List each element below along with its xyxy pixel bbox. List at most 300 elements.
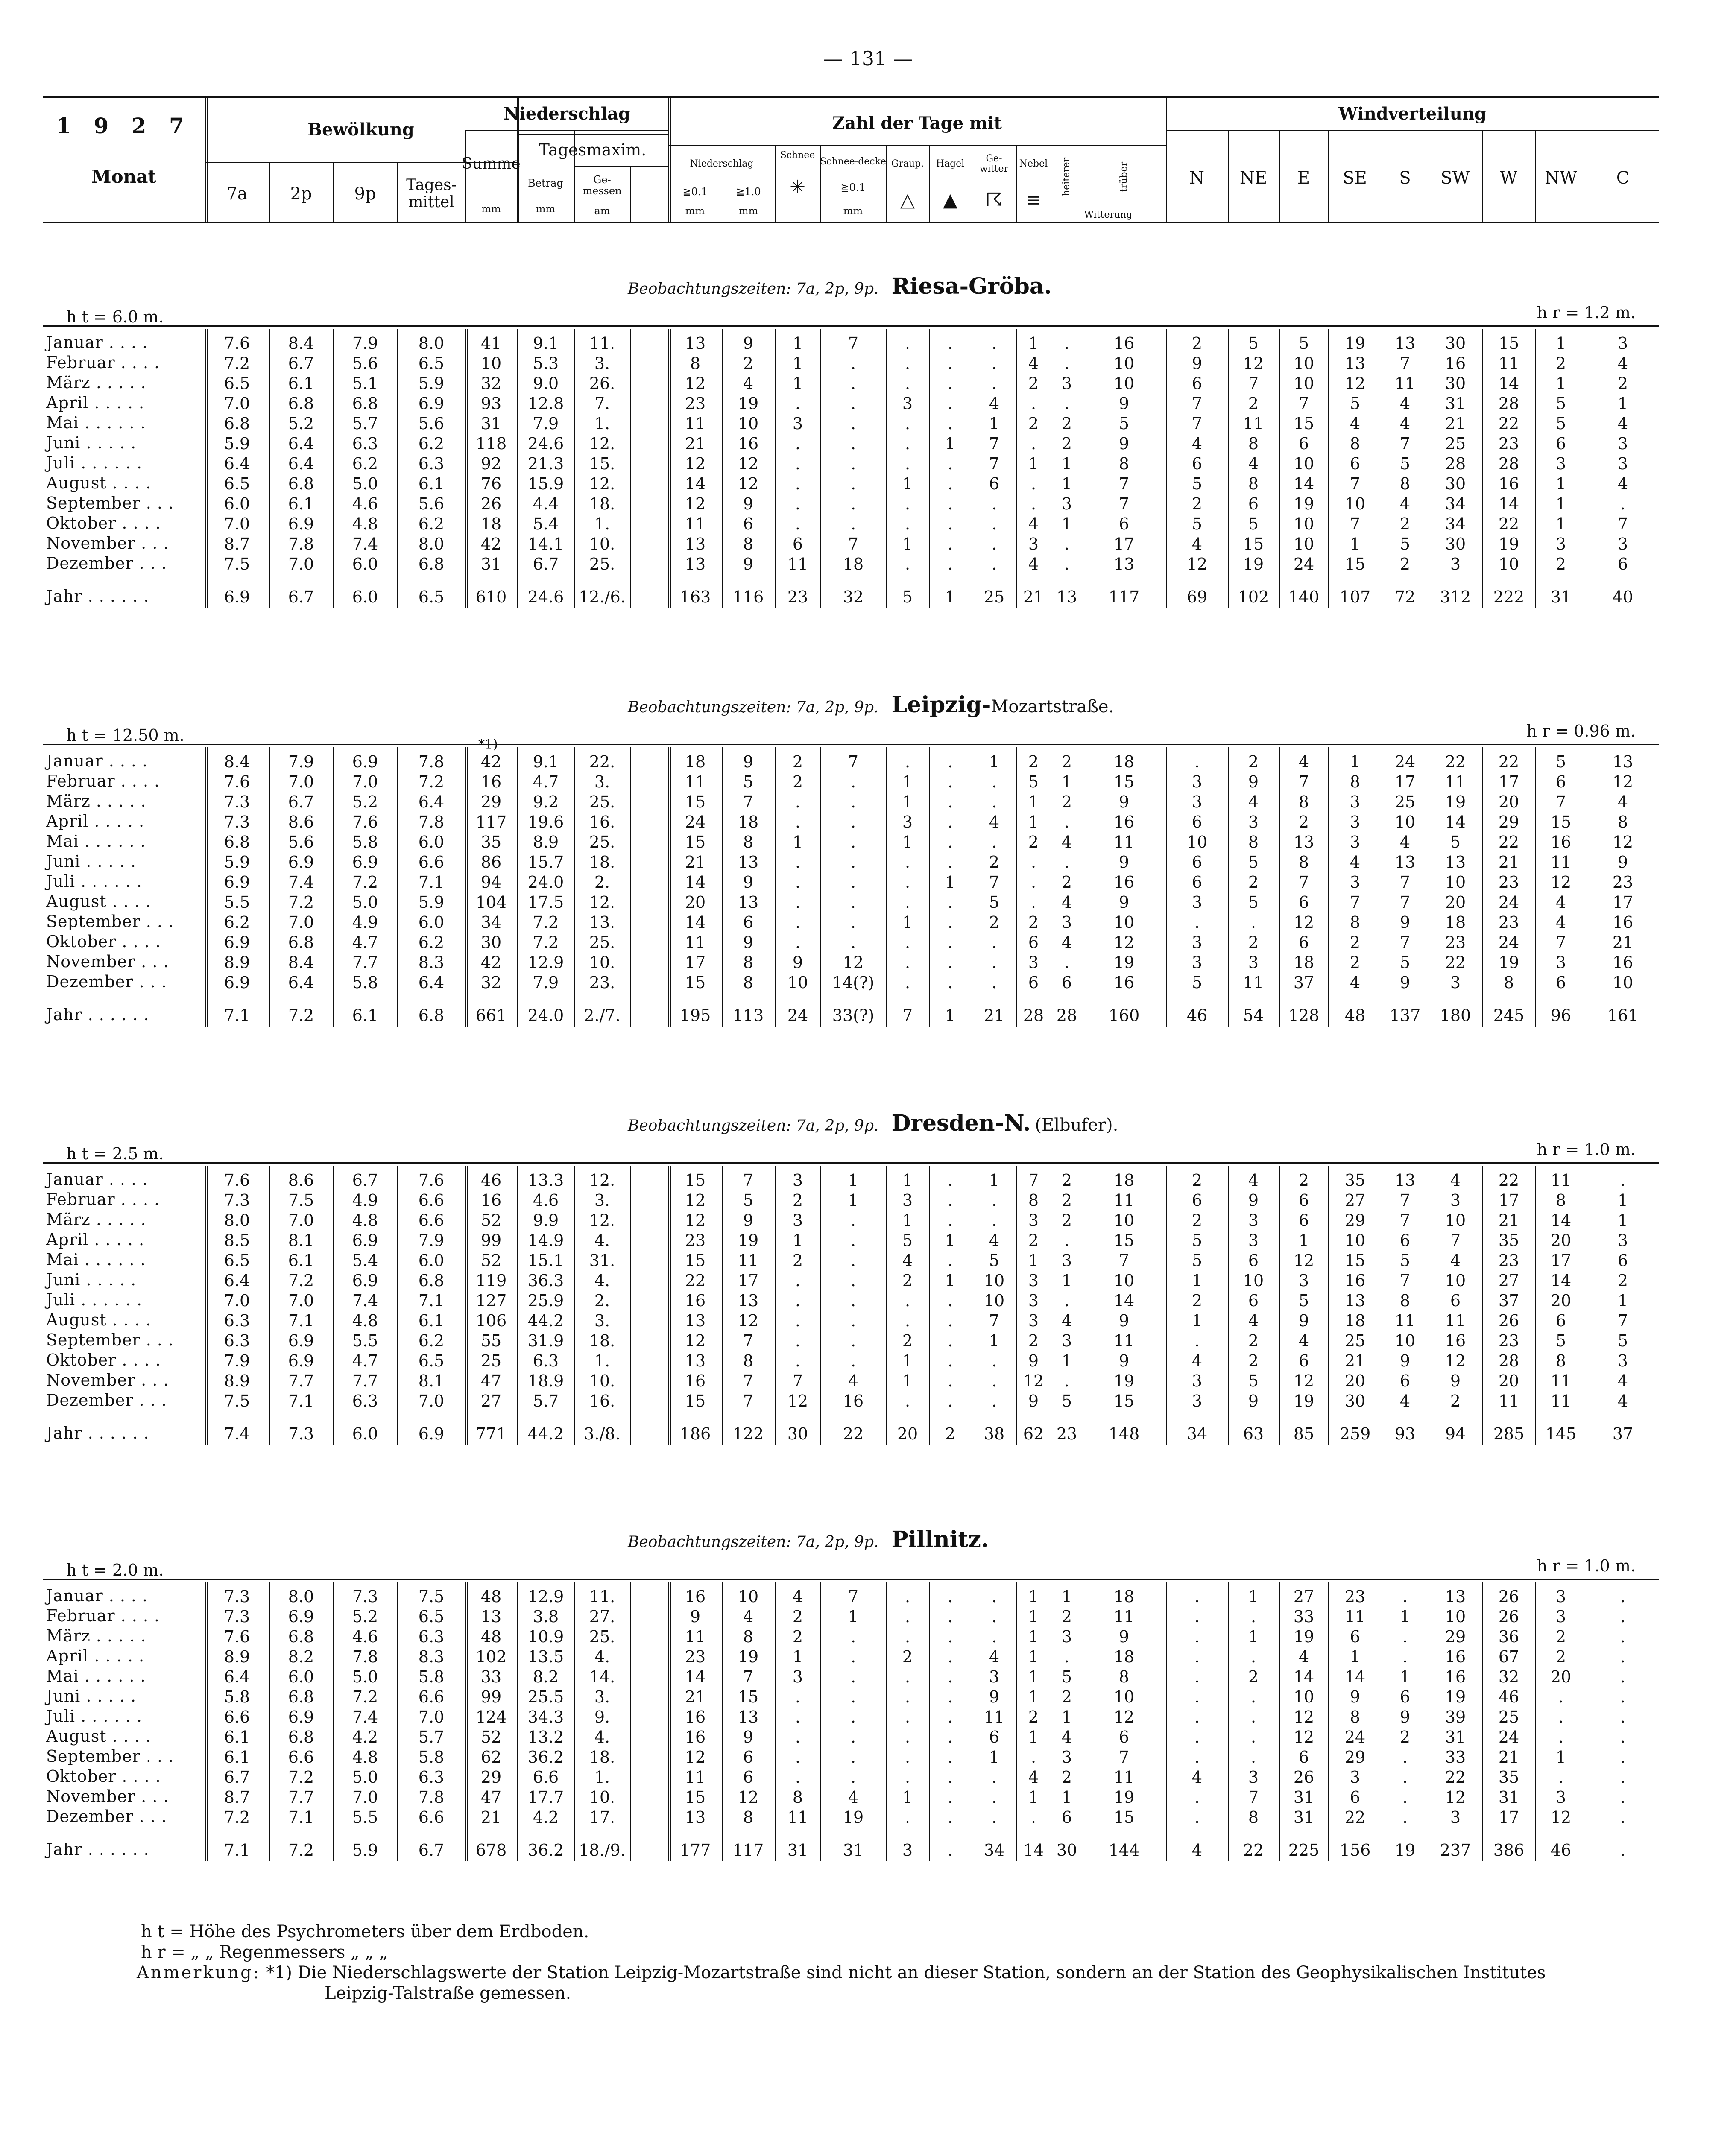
table-cell: 8 [1118, 1667, 1130, 1686]
table-cell: 3 [1555, 454, 1566, 473]
table-cell: 9 [1191, 354, 1203, 373]
table-cell: 33 [480, 1667, 502, 1686]
table-cell: 9 [1399, 1351, 1411, 1370]
table-cell: 22 [1498, 752, 1519, 771]
table-cell: 11 [984, 1708, 1005, 1726]
table-cell: 4 [1399, 1392, 1411, 1410]
table-cell: . [1250, 1647, 1256, 1666]
month-label: April . . . . . [46, 393, 145, 412]
table-cell: 1 [1248, 1627, 1259, 1646]
table-cell: 52 [480, 1251, 502, 1270]
table-cell: 22. [589, 752, 615, 771]
table-row [43, 912, 1659, 933]
table-cell: 16 [1113, 813, 1135, 831]
table-row [43, 1290, 1659, 1311]
table-cell: 16 [1445, 1647, 1466, 1666]
table-cell: 6.4 [288, 454, 314, 473]
table-cell: 1 [1061, 515, 1072, 533]
table-cell: 7.7 [288, 1372, 314, 1390]
table-cell: . [850, 494, 856, 513]
table-cell: 9 [743, 555, 754, 573]
table-cell: 42 [480, 535, 502, 553]
table-cell: 8.6 [288, 813, 314, 831]
obs-times: Beobachtungszeiten: 7a, 2p, 9p. [628, 280, 879, 298]
table-cell: . [947, 535, 953, 553]
table-cell: 62 [480, 1748, 502, 1766]
table-cell: 2 [1061, 1688, 1072, 1706]
table-cell: . [947, 1311, 953, 1330]
table-cell: 7 [1617, 515, 1628, 533]
table-cell: 24.0 [527, 1006, 564, 1025]
table-cell: 1 [902, 1372, 913, 1390]
station-title [628, 692, 1114, 718]
table-cell: 2 [1248, 1331, 1259, 1350]
month-label: November . . . [46, 952, 169, 971]
table-cell: 27 [1344, 1191, 1366, 1210]
table-cell: 6 [1248, 1291, 1259, 1310]
table-cell: 24 [1293, 555, 1314, 573]
table-cell: 3. [594, 354, 610, 373]
table-cell: 3 [1350, 1768, 1361, 1787]
table-cell: . [947, 933, 953, 952]
table-cell: 160 [1108, 1006, 1140, 1025]
table-cell: 9 [1118, 434, 1130, 453]
table-cell: 2 [1399, 1728, 1411, 1746]
table-cell: 1 [1061, 1587, 1072, 1606]
table-cell: 31 [1445, 1728, 1466, 1746]
table-cell: 16 [1445, 354, 1466, 373]
table-cell: 17 [685, 953, 706, 972]
table-cell: 10 [1498, 555, 1519, 573]
table-cell: 6.9 [288, 1708, 314, 1726]
table-cell: 7 [1399, 933, 1411, 952]
table-cell: 9.2 [533, 793, 559, 811]
table-cell: 15 [685, 793, 706, 811]
table-cell: 17.7 [527, 1788, 564, 1807]
table-cell: 5 [1399, 535, 1411, 553]
table-cell: 1 [1028, 1688, 1039, 1706]
table-cell: 12 [843, 953, 864, 972]
table-cell: . [1194, 1587, 1200, 1606]
table-cell: 23 [1056, 1424, 1077, 1443]
table-cell: 24 [1344, 1728, 1366, 1746]
table-cell: 7 [902, 1006, 913, 1025]
table-cell: 225 [1288, 1841, 1320, 1860]
table-cell: 93 [480, 394, 502, 413]
table-cell: 8.7 [224, 1788, 250, 1807]
table-cell: 10 [984, 1271, 1005, 1290]
table-cell: 6.5 [418, 354, 445, 373]
table-cell: 5.7 [533, 1392, 559, 1410]
table-cell: 4 [989, 1647, 1000, 1666]
table-cell: 6.3 [352, 434, 378, 453]
table-cell: 5 [1028, 772, 1039, 791]
table-cell: 29 [480, 793, 502, 811]
table-cell: 140 [1288, 588, 1320, 606]
table-cell: 19 [1293, 494, 1314, 513]
table-cell: 21.3 [527, 454, 564, 473]
table-cell: 5.2 [288, 414, 314, 433]
table-cell: . [1402, 1768, 1408, 1787]
niederschlag-label: Niederschlag [504, 103, 630, 124]
table-cell: 4 [1399, 833, 1411, 851]
table-cell: 4 [1191, 1768, 1203, 1787]
table-cell: 113 [732, 1006, 764, 1025]
table-cell: . [850, 1211, 856, 1230]
table-cell: 7.1 [288, 1311, 314, 1330]
table-cell: . [1030, 1808, 1036, 1827]
table-cell: 10 [1113, 374, 1135, 393]
table-cell: 11 [1394, 1311, 1416, 1330]
col-7a: 7a [226, 184, 248, 204]
table-cell: 7 [1399, 1271, 1411, 1290]
table-cell: 9.0 [533, 374, 559, 393]
table-cell: . [947, 1728, 953, 1746]
table-cell: 1 [792, 1647, 803, 1666]
table-cell: 6 [1191, 813, 1203, 831]
obs-times: Beobachtungszeiten: 7a, 2p, 9p. [628, 699, 879, 716]
table-cell: 34 [984, 1841, 1005, 1860]
table-cell: 6.9 [224, 933, 250, 952]
col-gewitter: Ge-witter [979, 153, 1009, 174]
table-cell: 6 [1298, 893, 1309, 912]
table-cell: 7.3 [224, 1191, 250, 1210]
table-cell: . [947, 555, 953, 573]
table-cell: 25.9 [527, 1291, 564, 1310]
table-cell: 4.7 [533, 772, 559, 791]
table-cell: 37 [1498, 1291, 1519, 1310]
note-hr: h r = „ „ Regenmessers „ „ „ [141, 1942, 388, 1962]
table-cell: . [905, 1392, 910, 1410]
table-cell: 7 [1399, 873, 1411, 892]
table-cell: . [905, 853, 910, 872]
table-cell: . [1620, 1768, 1626, 1787]
table-cell: 2 [792, 1627, 803, 1646]
table-cell: 6 [1061, 973, 1072, 992]
table-cell: 5.6 [418, 414, 445, 433]
table-cell: 6.8 [224, 414, 250, 433]
table-cell: 8.3 [418, 953, 445, 972]
table-cell: 9 [1118, 1311, 1130, 1330]
table-cell: 6.9 [224, 873, 250, 892]
table-cell: 2 [1028, 1331, 1039, 1350]
table-cell: 11 [1243, 414, 1264, 433]
table-cell: 7.9 [352, 334, 378, 353]
table-cell: 8.0 [418, 535, 445, 553]
table-cell: 1 [792, 374, 803, 393]
table-cell: 8 [743, 833, 754, 851]
table-cell: 1 [989, 1748, 1000, 1766]
table-cell: 3 [1298, 1271, 1309, 1290]
table-cell: . [1250, 1728, 1256, 1746]
table-cell: . [850, 515, 856, 533]
table-cell: 7 [1617, 1311, 1628, 1330]
table-cell: . [1194, 1607, 1200, 1626]
table-cell: 4 [1617, 793, 1628, 811]
table-cell: 1 [1350, 1647, 1361, 1666]
table-cell: 3 [1191, 772, 1203, 791]
table-cell: 23 [1498, 1251, 1519, 1270]
table-cell: 85 [1293, 1424, 1314, 1443]
table-cell: 127 [475, 1291, 507, 1310]
table-cell: 3 [1617, 334, 1628, 353]
table-cell: 7 [848, 1587, 859, 1606]
table-cell: 1 [902, 913, 913, 932]
table-cell: . [1064, 853, 1070, 872]
table-cell: 99 [480, 1688, 502, 1706]
unit-mm-2: mm [536, 202, 556, 215]
table-cell: 30 [480, 933, 502, 952]
table-cell: 15. [589, 454, 615, 473]
table-cell: 8.9 [224, 1647, 250, 1666]
table-cell: 13. [589, 913, 615, 932]
table-cell: 10 [1293, 354, 1314, 373]
table-cell: 6.3 [224, 1311, 250, 1330]
table-cell: 5 [1248, 1372, 1259, 1390]
table-cell: 4 [1061, 1728, 1072, 1746]
table-cell: 4 [1555, 913, 1566, 932]
table-cell: 20 [1498, 793, 1519, 811]
table-cell: 13 [685, 555, 706, 573]
table-cell: 5 [1399, 953, 1411, 972]
table-row [43, 852, 1659, 872]
table-cell: 31 [843, 1841, 864, 1860]
table-cell: 4 [902, 1251, 913, 1270]
table-cell: 3 [1617, 535, 1628, 553]
table-cell: . [947, 494, 953, 513]
table-cell: 1 [902, 1171, 913, 1190]
table-cell: 15 [1113, 772, 1135, 791]
table-cell: 2 [989, 853, 1000, 872]
table-cell: 6 [1248, 494, 1259, 513]
table-cell: 119 [475, 1271, 507, 1290]
table-cell: 7.8 [418, 1788, 445, 1807]
table-cell: 102 [475, 1647, 507, 1666]
month-label: Juli . . . . . . [46, 453, 142, 472]
table-cell: . [947, 1211, 953, 1230]
table-cell: 3 [1350, 793, 1361, 811]
table-cell: 12. [589, 893, 615, 912]
graupel-icon: △ [900, 189, 915, 211]
table-cell: . [905, 334, 910, 353]
table-cell: 16 [1550, 833, 1572, 851]
table-cell: . [905, 414, 910, 433]
table-cell: 3 [1028, 1291, 1039, 1310]
table-cell: 610 [475, 588, 507, 606]
table-cell: 1. [594, 1351, 610, 1370]
table-cell: 23 [685, 394, 706, 413]
table-cell: . [1030, 873, 1036, 892]
station-title [628, 1527, 989, 1553]
table-cell: 39 [1445, 1708, 1466, 1726]
table-cell: 3 [1061, 1627, 1072, 1646]
table-cell: 6.2 [224, 913, 250, 932]
table-cell: 3 [1028, 953, 1039, 972]
table-cell: 13 [685, 1311, 706, 1330]
table-cell: 25 [984, 588, 1005, 606]
month-label: September . . . [46, 1747, 174, 1766]
table-cell: 7 [848, 752, 859, 771]
table-cell: 30 [1445, 374, 1466, 393]
table-cell: 7 [1555, 933, 1566, 952]
table-cell: . [1030, 494, 1036, 513]
table-cell: 6 [1298, 1211, 1309, 1230]
table-cell: 28 [1023, 1006, 1044, 1025]
table-cell: . [905, 1708, 910, 1726]
table-cell: . [1620, 1841, 1626, 1860]
table-cell: . [850, 374, 856, 393]
table-cell: 6.4 [288, 973, 314, 992]
table-cell: . [1030, 474, 1036, 493]
table-cell: 15 [685, 1788, 706, 1807]
table-cell: 6.1 [288, 1251, 314, 1270]
table-cell: 15 [685, 1171, 706, 1190]
table-cell: 7 [1248, 374, 1259, 393]
table-row [43, 1707, 1659, 1727]
table-cell: 16 [1498, 474, 1519, 493]
station-subname: Mozartstraße. [991, 697, 1114, 717]
table-row [43, 1667, 1659, 1687]
table-cell: 16 [685, 1708, 706, 1726]
table-row [43, 972, 1659, 993]
table-cell: 161 [1607, 1006, 1639, 1025]
table-cell: 42 [480, 752, 502, 771]
table-cell: . [947, 374, 953, 393]
table-cell: 6 [1298, 933, 1309, 952]
table-cell: 8 [1350, 1708, 1361, 1726]
table-cell: 7.2 [288, 1006, 314, 1025]
table-cell: . [1194, 1748, 1200, 1766]
table-cell: 2 [1061, 873, 1072, 892]
table-cell: . [1064, 535, 1070, 553]
table-cell: 26 [1498, 1587, 1519, 1606]
table-cell: 12.8 [527, 394, 564, 413]
table-cell: . [947, 953, 953, 972]
table-cell: 4.8 [352, 1748, 378, 1766]
table-cell: 5 [1191, 474, 1203, 493]
table-cell: 25 [1498, 1708, 1519, 1726]
table-cell: 3. [594, 1191, 610, 1210]
table-cell: 1 [945, 588, 956, 606]
table-cell: 4 [1028, 515, 1039, 533]
table-cell: 2 [1061, 793, 1072, 811]
table-cell: 10 [1243, 1271, 1264, 1290]
month-label: Februar . . . . [46, 1190, 160, 1209]
table-cell: 6 [1350, 454, 1361, 473]
table-cell: 9 [743, 933, 754, 952]
col-heiterer: heiterer [1061, 157, 1072, 196]
table-cell: 6.8 [288, 933, 314, 952]
table-cell: 4 [743, 1607, 754, 1626]
table-cell: 3 [1191, 893, 1203, 912]
table-cell: . [991, 1372, 997, 1390]
table-cell: 5 [1298, 1291, 1309, 1310]
table-cell: 16 [1113, 334, 1135, 353]
table-cell: 7 [1450, 1231, 1461, 1250]
table-cell: 25. [589, 555, 615, 573]
table-cell: 4.8 [352, 515, 378, 533]
table-cell: 7.5 [224, 555, 250, 573]
table-cell: 7 [743, 1372, 754, 1390]
table-cell: . [850, 1231, 856, 1250]
table-cell: 2 [1555, 1627, 1566, 1646]
table-cell: 16 [1113, 973, 1135, 992]
table-cell: 14 [685, 1667, 706, 1686]
table-cell: 3 [989, 1667, 1000, 1686]
table-cell: 31 [1293, 1788, 1314, 1807]
table-cell: 21 [1445, 414, 1466, 433]
table-cell: 13 [1344, 354, 1366, 373]
table-cell: 6 [989, 474, 1000, 493]
table-cell: . [1558, 1728, 1564, 1746]
month-label: Juli . . . . . . [46, 1707, 142, 1726]
table-cell: 24.6 [527, 434, 564, 453]
table-cell: 13 [1394, 1171, 1416, 1190]
table-cell: 52 [480, 1728, 502, 1746]
table-cell: . [991, 535, 997, 553]
table-cell: 6.8 [418, 1006, 445, 1025]
table-cell: 7.9 [418, 1231, 445, 1250]
table-cell: 93 [1394, 1424, 1416, 1443]
table-cell: 15 [1243, 535, 1264, 553]
table-cell: 4 [1350, 853, 1361, 872]
table-cell: 12 [1445, 1351, 1466, 1370]
table-cell: 24 [1498, 933, 1519, 952]
table-cell: 7 [1118, 474, 1130, 493]
table-cell: 9 [1617, 853, 1628, 872]
table-cell: 33(?) [832, 1006, 875, 1025]
table-cell: 7.7 [288, 1788, 314, 1807]
month-label: Mai . . . . . . [46, 1667, 146, 1685]
table-cell: . [850, 394, 856, 413]
table-cell: . [1194, 1728, 1200, 1746]
table-cell: 177 [679, 1841, 711, 1860]
table-cell: . [991, 515, 997, 533]
table-cell: 6.9 [352, 1231, 378, 1250]
table-cell: 2. [594, 1291, 610, 1310]
table-cell: 7.5 [224, 1392, 250, 1410]
table-cell: 1 [1298, 1231, 1309, 1250]
table-cell: 3 [902, 1191, 913, 1210]
table-cell: . [850, 833, 856, 851]
table-cell: . [947, 833, 953, 851]
table-cell: 1 [902, 474, 913, 493]
table-cell: 3 [1248, 953, 1259, 972]
table-cell: 72 [1394, 588, 1416, 606]
table-cell: 6 [1028, 933, 1039, 952]
table-cell: 7.1 [418, 873, 445, 892]
table-cell: 21 [685, 434, 706, 453]
table-cell: 7 [1298, 394, 1309, 413]
table-row [43, 1626, 1659, 1647]
table-cell: 9 [1028, 1392, 1039, 1410]
table-cell: 8.3 [418, 1647, 445, 1666]
table-cell: 9 [743, 1211, 754, 1230]
table-cell: 6.6 [418, 1808, 445, 1827]
monat-label: Monat [91, 166, 156, 187]
table-cell: 3 [1350, 833, 1361, 851]
table-cell: 116 [732, 588, 764, 606]
table-cell: 4. [594, 1728, 610, 1746]
table-cell: 8.0 [224, 1211, 250, 1230]
table-row-total [43, 587, 1659, 607]
table-cell: 9 [690, 1607, 701, 1626]
table-cell: . [795, 494, 801, 513]
table-cell: 7.2 [352, 1688, 378, 1706]
table-cell: . [1064, 555, 1070, 573]
table-cell: . [1620, 1788, 1626, 1807]
table-cell: 2. [594, 873, 610, 892]
